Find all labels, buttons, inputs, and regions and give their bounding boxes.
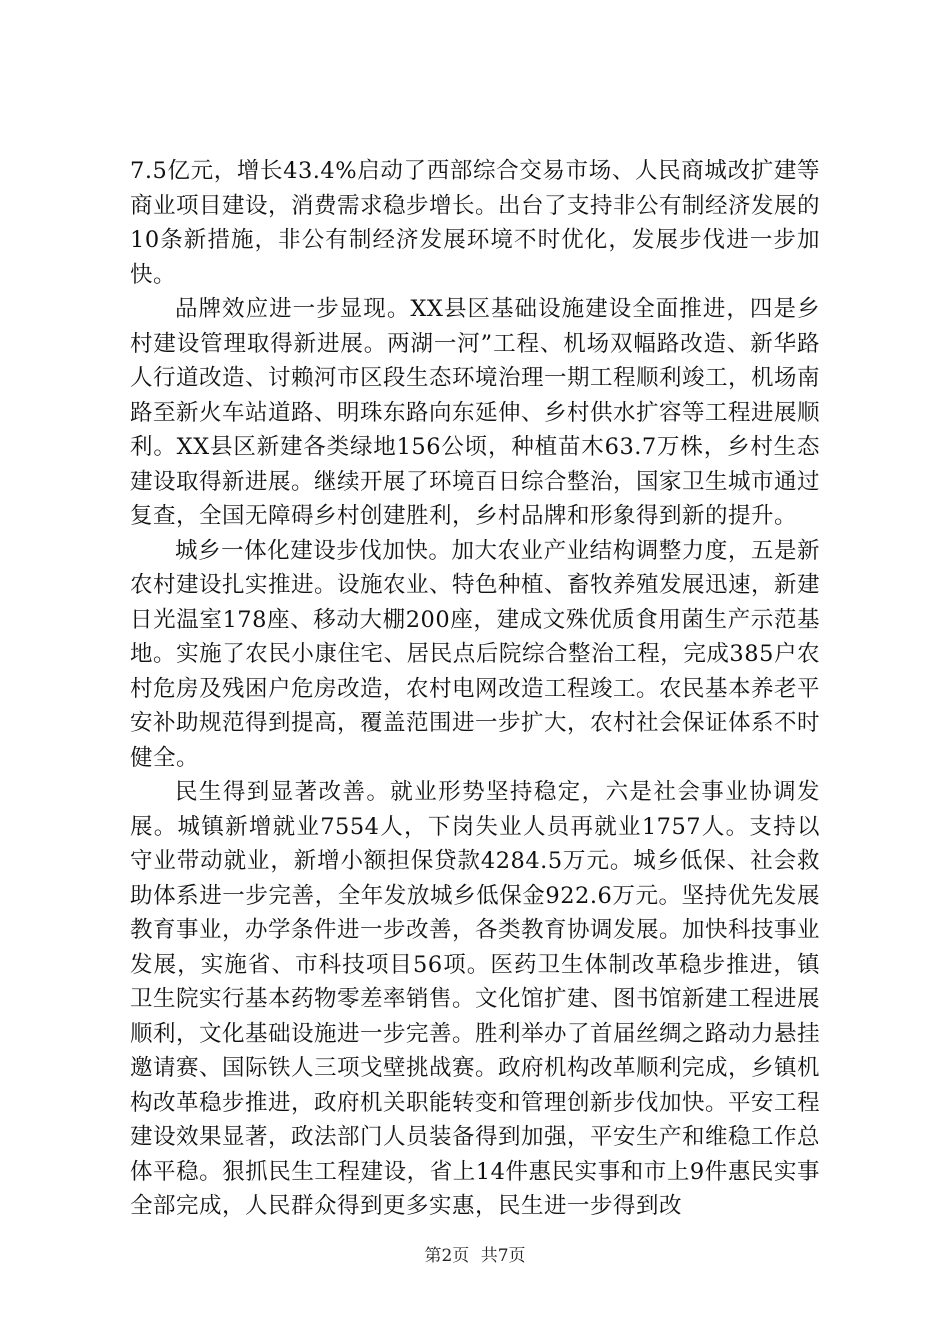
page-number: 第2页 [424, 1246, 470, 1266]
paragraph-urban-construction: 品牌效应进一步显现。XX县区基础设施建设全面推进，四是乡村建设管理取得新进展。两湖一河”工程、机场双幅路改造、新华路人行道改造、讨赖河市区段生态环境治理一期工程顺利竣工，机场南路至新火车站道路、明珠东路向东延伸、乡村供水扩容等工程进展顺利。XX县区新建各类绿地156公顷，种植苗木63.7万株，乡村生态建设取得新进展。继续开展了环境百日综合整治，国家卫生城市通过复查，全国无障碍乡村创建胜利，乡村品牌和形象得到新的提升。 [130, 296, 821, 529]
paragraph-consumer-market: 7.5亿元，增长43.4%启动了西部综合交易市场、人民商城改扩建等商业项目建设，消费需求稳步增长。出台了支持非公有制经济发展的10条新措施，非公有制经济发展环境不时优化，发展步伐进一步加快。 [130, 158, 821, 288]
paragraph-rural-development: 城乡一体化建设步伐加快。加大农业产业结构调整力度，五是新农村建设扎实推进。设施农业、特色种植、畜牧养殖发展迅速，新建日光温室178座、移动大棚200座，建成文殊优质食用菌生产示范基地。实施了农民小康住宅、居民点后院综合整治工程，完成385户农村危房及残困户危房改造，农村电网改造工程竣工。农民基本养老平安补助规范得到提高，覆盖范围进一步扩大，农村社会保证体系不时健全。 [130, 537, 821, 771]
document-body [130, 154, 820, 1224]
paragraph-livelihood: 民生得到显著改善。就业形势坚持稳定，六是社会事业协调发展。城镇新增就业7554人，下岗失业人员再就业1757人。支持以守业带动就业，新增小额担保贷款4284.5万元。城乡低保、社会救助体系进一步完善，全年发放城乡低保金922.6万元。坚持优先发展教育事业，办学条件进一步改善，各类教育协调发展。加快科技事业发展，实施省、市科技项目56项。医药卫生体制改革稳步推进，镇卫生院实行基本药物零差率销售。文化馆扩建、图书馆新建工程进展顺利，文化基础设施进一步完善。胜利举办了首届丝绸之路动力悬挂邀请赛、国际铁人三项戈壁挑战赛。政府机构改革顺利完成，乡镇机构改革稳步推进，政府机关职能转变和管理创新步伐加快。平安工程建设效果显著，政法部门人员装备得到加强，平安生产和维稳工作总体平稳。狠抓民生工程建设，省上14件惠民实事和市上9件惠民实事全部完成，人民群众得到更多实惠，民生进一步得到改 [130, 779, 821, 1219]
page-total: 共7页 [480, 1246, 526, 1266]
page-footer [0, 1244, 950, 1268]
